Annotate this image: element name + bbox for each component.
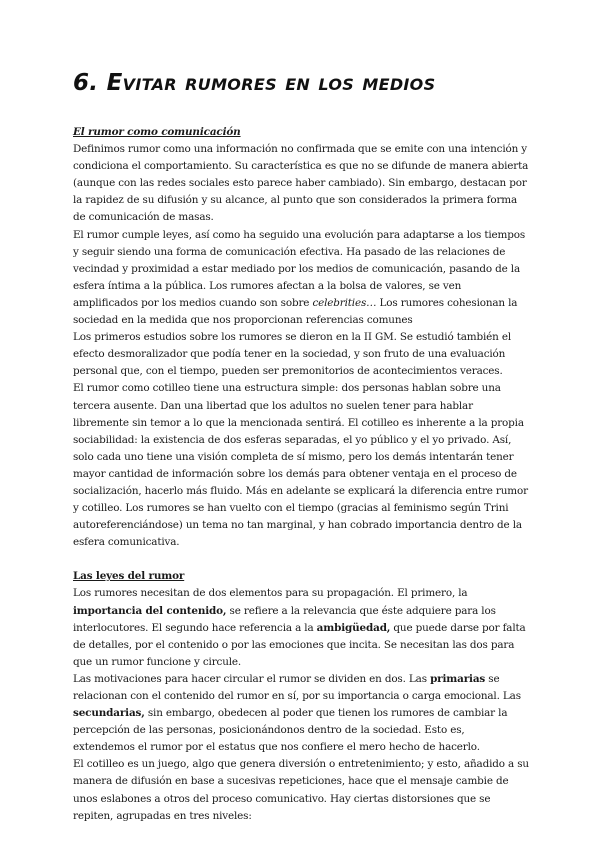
- paragraph: Definimos rumor como una información no confirmada que se emite con una intención y condiciona el comportamiento. Su característica es que no se difunde de manera abierta (aunque con las redes sociales esto parece haber cambiado). Sin embargo, destacan por la rapidez de su difusión y su alcance, al punto que son considerados la primera forma de comunicación de masas.: [73, 143, 529, 224]
- paragraph: Los primeros estudios sobre los rumores se dieron en la II GM. Se estudió también el efecto desmoralizador que podía tener en la sociedad, y son fruto de una evaluación personal que, con el tiempo, pueden ser premonitorios de acontecimientos veraces.: [73, 331, 512, 378]
- section-heading-leyes-rumor: Las leyes del rumor: [73, 570, 185, 583]
- page-title: 6. Evitar rumores en los medios: [73, 70, 436, 96]
- document-body: [73, 124, 529, 825]
- paragraph: El rumor como cotilleo tiene una estructura simple: dos personas hablan sobre una tercera ausente. Dan una libertad que los adultos no suelen tener para hablar libremente sin temor a lo que la mencionada sentirá. El cotilleo es inherente a la propia sociabilidad: la existencia de dos esferas separadas, el yo público y el yo privado. Así, solo cada uno tiene una visión completa de sí mismo, pero los demás intentarán tener mayor cantidad de información sobre los demás para obtener ventaja en el proceso de socialización, hacerlo más fluido. Más en adelante se explicará la diferencia entre rumor y cotilleo. Los rumores se han vuelto con el tiempo (gracias al feminismo según Trini autoreferenciándose) un tema no tan marginal, y han cobrado importancia dentro de la esfera comunicativa.: [73, 382, 528, 549]
- section-heading-rumor-comunicacion: El rumor como comunicación: [73, 126, 241, 138]
- paragraph: El cotilleo es un juego, algo que genera diversión o entretenimiento; y esto, añadido a su manera de difusión en base a sucesivas repeticiones, hace que el mensaje cambie de unos eslabones a otros del proceso comunicativo. Hay ciertas distorsiones que se repiten, agrupadas en tres niveles:: [73, 758, 529, 822]
- paragraph: El rumor cumple leyes, así como ha seguido una evolución para adaptarse a los tiempos y seguir siendo una forma de comunicación efectiva. Ha pasado de las relaciones de vecindad y proximidad a estar mediado por los medios de comunicación, pasando de la esfera íntima a la pública. Los rumores afectan a la bolsa de valores, se ven amplificados por los medios cuando son sobre celebrities… Los rumores cohesionan la sociedad en la medida que nos proporcionan referencias comunes: [73, 228, 526, 327]
- paragraph: Los rumores necesitan de dos elementos para su propagación. El primero, la importancia del contenido, se refiere a la relevancia que éste adquiere para los interlocutores. El segundo hace referencia a la ambigüedad, que puede darse por falta de detalles, por el contenido o por las emociones que incita. Se necesitan las dos para que un rumor funcione y circule.: [73, 587, 526, 668]
- paragraph: Las motivaciones para hacer circular el rumor se dividen en dos. Las primarias se relacionan con el contenido del rumor en sí, por su importancia o carga emocional. Las secundarias, sin embargo, obedecen al poder que tienen los rumores de cambiar la percepción de las personas, posicionándonos dentro de la sociedad. Esto es, extendemos el rumor por el estatus que nos confiere el mero hecho de hacerlo.: [73, 672, 521, 754]
